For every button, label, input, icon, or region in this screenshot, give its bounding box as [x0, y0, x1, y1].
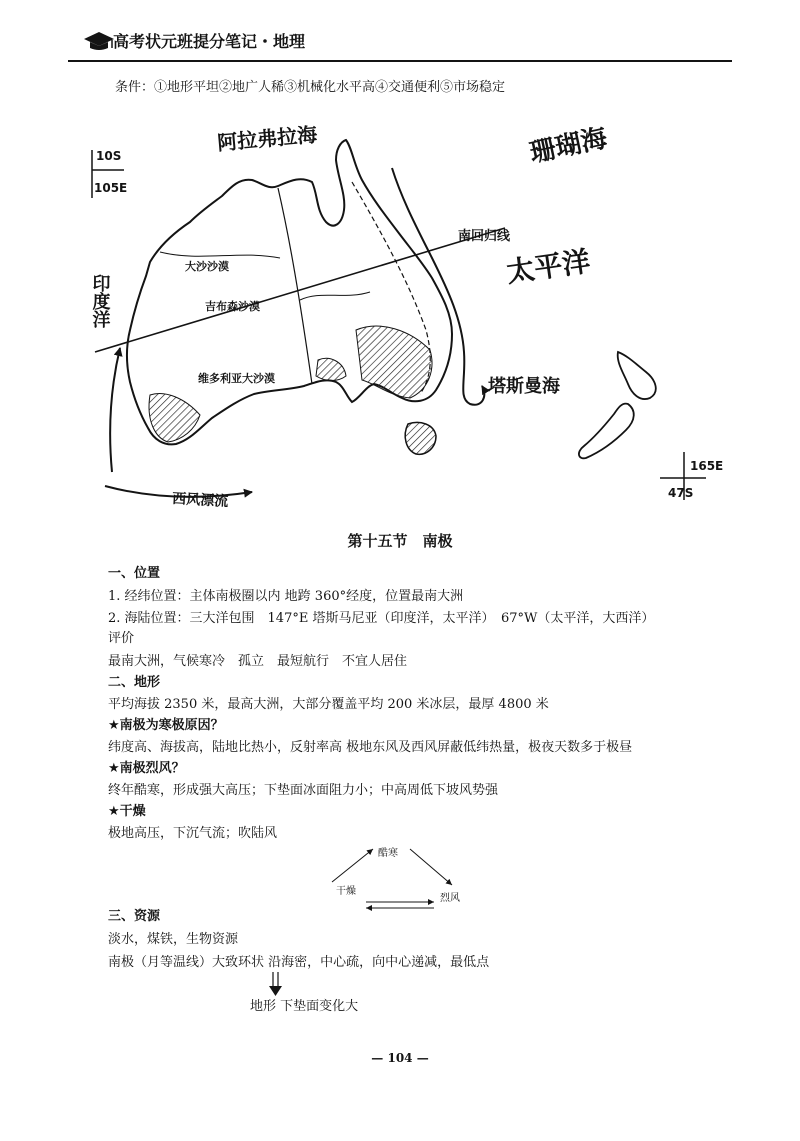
- location-evaluation: 最南大洲，气候寒冷 孤立 最短航行 不宜人居住: [108, 654, 408, 669]
- resources-isotherm: 南极（月等温线）大致环状 沿海密，中心疏，向中心递减，最低点: [108, 955, 490, 970]
- location-coordinates: 1. 经纬位置：主体南极圈以内 地跨 360°经度，位置最南大洲: [108, 589, 464, 604]
- heading-terrain: 二、地形: [108, 675, 161, 690]
- coral-sea-label: 珊瑚海: [527, 123, 610, 169]
- map-lon-left-label: 105E: [94, 181, 128, 195]
- resources-list: 淡水，煤铁，生物资源: [108, 932, 239, 947]
- indian-ocean-label: 印度洋: [89, 274, 111, 328]
- australia-map: [0, 115, 800, 520]
- dry-question: ★干燥: [108, 804, 146, 819]
- new-zealand-north-island: [618, 352, 656, 399]
- location-sea-land: 2. 海陆位置：三大洋包围 147°E 塔斯马尼亚（印度洋，太平洋） 67°W（太平洋，大西洋）: [108, 611, 655, 626]
- gale-question: ★南极烈风？: [108, 761, 185, 776]
- header-rule: [68, 60, 732, 62]
- west-wind-drift-label: 西风漂流: [171, 491, 229, 510]
- dry-answer: 极地高压，下沉气流；吹陆风: [108, 826, 278, 841]
- great-victoria-desert-label: 维多利亚大沙漠: [198, 372, 275, 385]
- plateau-boundary-line: [278, 188, 312, 384]
- resources-cause: 地形 下垫面变化大: [250, 999, 359, 1014]
- tasman-sea-label: 塔斯曼海: [488, 376, 560, 397]
- arafura-sea-label: 阿拉弗拉海: [216, 122, 319, 155]
- west-australian-current-arrow: [110, 348, 120, 472]
- terrain-summary: 平均海拔 2350 米，最高大洲，大部分覆盖平均 200 米冰层，最厚 4800 米: [108, 697, 549, 712]
- plain-boundary-line: [300, 292, 370, 300]
- diagram-top-label: 酷寒: [378, 848, 398, 859]
- pacific-ocean-label: 太平洋: [504, 244, 593, 289]
- graduation-cap-icon: [82, 28, 116, 52]
- conditions-line: 条件：①地形平坦②地广人稀③机械化水平高④交通便利⑤市场稳定: [115, 80, 506, 95]
- tasmania: [405, 423, 436, 455]
- desert-boundary-line: [160, 252, 280, 258]
- map-lat-top-label: 10S: [96, 149, 122, 163]
- chapter-title: 第十五节 南极: [347, 532, 453, 550]
- gale-answer: 终年酷寒，形成强大高压；下垫面冰面阻力小；中高周低下坡风势强: [108, 783, 499, 798]
- tropic-label: 南回归线: [458, 229, 511, 244]
- new-zealand-south-island: [579, 404, 634, 459]
- spencer-gulf-region: [316, 358, 346, 380]
- down-arrow-icon: [266, 970, 286, 998]
- cold-pole-answer: 纬度高、海拔高，陆地比热小，反射率高 极地东风及西风屏蔽低纬热量，极夜天数多于极昼: [108, 740, 633, 755]
- cold-pole-question: ★南极为寒极原因？: [108, 718, 224, 733]
- diagram-left-arrow: [332, 849, 373, 882]
- diagram-left-label: 干燥: [336, 886, 356, 897]
- gibson-desert-label: 吉布森沙漠: [205, 300, 260, 313]
- map-lat-bottom-label: 47S: [668, 486, 694, 500]
- diagram-right-label: 烈风: [440, 893, 460, 904]
- header-title: 高考状元班提分笔记・地理: [113, 32, 306, 51]
- diagram-right-arrow: [410, 849, 452, 885]
- great-sandy-desert-label: 大沙沙漠: [185, 260, 229, 273]
- tropic-line: [95, 228, 505, 352]
- heading-location: 一、位置: [108, 566, 161, 581]
- map-lon-right-label: 165E: [690, 459, 724, 473]
- cycle-diagram: [300, 835, 500, 920]
- location-evaluation-label: 评价: [108, 631, 135, 646]
- heading-resources: 三、资源: [108, 909, 161, 924]
- page-number: — 104 —: [371, 1051, 429, 1065]
